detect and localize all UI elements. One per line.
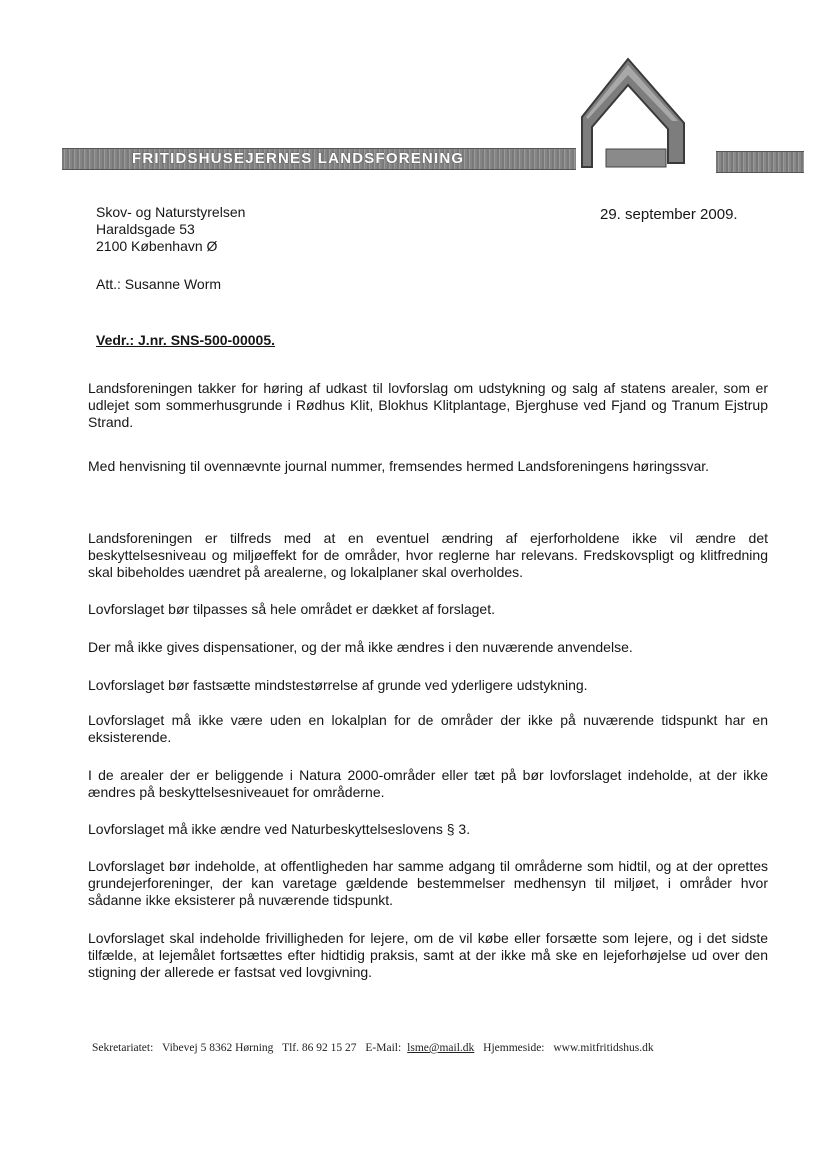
body-paragraph: Der må ikke gives dispensationer, og der må ikke ændres i den nuværende anvendelse.	[88, 639, 633, 655]
body-paragraph: I de arealer der er beliggende i Natura 2000-områder eller tæt på bør lovforslaget indeholde, at der ikke ændres på beskyttelsesniveauet for områderne.	[88, 767, 768, 800]
organization-name: FRITIDSHUSEJERNES LANDSFORENING	[132, 150, 465, 167]
footer-phone: Tlf. 86 92 15 27	[282, 1042, 357, 1054]
association-logo	[580, 55, 690, 180]
header-banner	[62, 148, 576, 170]
body-paragraph: Landsforeningen er tilfreds med at en eventuel ændring af ejerforholdene ikke vil ændre det beskyttelsesniveau og miljøeffekt for de områder, hvor reglerne har relevans. Fredskovspligt og klitfredning skal bibeholdes uændret på arealerne, og lokalplaner skal overholdes.	[88, 530, 768, 580]
footer-web-label: Hjemmeside:	[483, 1042, 545, 1054]
footer-web-link[interactable]: www.mitfritidshus.dk	[553, 1042, 654, 1054]
body-paragraph: Lovforslaget bør tilpasses så hele området er dækket af forslaget.	[88, 601, 495, 617]
recipient-line: Skov- og Naturstyrelsen	[96, 204, 246, 220]
header-banner-right	[716, 151, 804, 173]
body-paragraph: Lovforslaget bør fastsætte mindstestørrelse af grunde ved yderligere udstykning.	[88, 677, 588, 693]
body-paragraph: Lovforslaget må ikke ændre ved Naturbeskyttelseslovens § 3.	[88, 821, 471, 837]
body-paragraph: Lovforslaget må ikke være uden en lokalplan for de områder der ikke på nuværende tidspunkt har en eksisterende.	[88, 712, 768, 745]
body-paragraph: Lovforslaget bør indeholde, at offentligheden har samme adgang til områderne som hidtil, og at der oprettes grundejerforeninger, der kan varetage gældende bestemmelser medhensyn til miljøet, i områder hvor sådanne ikke eksisterer på nuværende tidspunkt.	[88, 858, 768, 908]
letter-footer	[92, 1042, 742, 1054]
recipient-address	[96, 204, 245, 255]
footer-email-label: E-Mail:	[365, 1042, 402, 1054]
letter-date: 29. september 2009.	[600, 206, 738, 223]
recipient-line: Haraldsgade 53	[96, 221, 195, 237]
attention-line: Att.: Susanne Worm	[96, 276, 222, 292]
body-paragraph: Lovforslaget skal indeholde frivilligheden for lejere, om de vil købe eller forsætte som lejere, og i det sidste tilfælde, at lejemålet fortsættes efter hidtidig praksis, samt at der ikke må ske en lejeforhøjelse ud over den stigning der allerede er fastsat ved lovgivning.	[88, 930, 768, 980]
recipient-line: 2100 København Ø	[96, 238, 218, 254]
footer-email-link[interactable]: lsme@mail.dk	[407, 1042, 475, 1054]
footer-secretariat: Sekretariatet:	[92, 1042, 154, 1054]
body-paragraph: Med henvisning til ovennævnte journal nummer, fremsendes hermed Landsforeningens høringssvar.	[88, 458, 710, 474]
body-paragraph: Landsforeningen takker for høring af udkast til lovforslag om udstykning og salg af statens arealer, som er udlejet som sommerhusgrunde i Rødhus Klit, Blokhus Klitplantage, Bjerghuse ved Fjand og Tranum Ejstrup Strand.	[88, 380, 768, 430]
footer-address: Vibevej 5 8362 Hørning	[161, 1042, 274, 1054]
reference-line: Vedr.: J.nr. SNS-500-00005.	[96, 332, 275, 348]
